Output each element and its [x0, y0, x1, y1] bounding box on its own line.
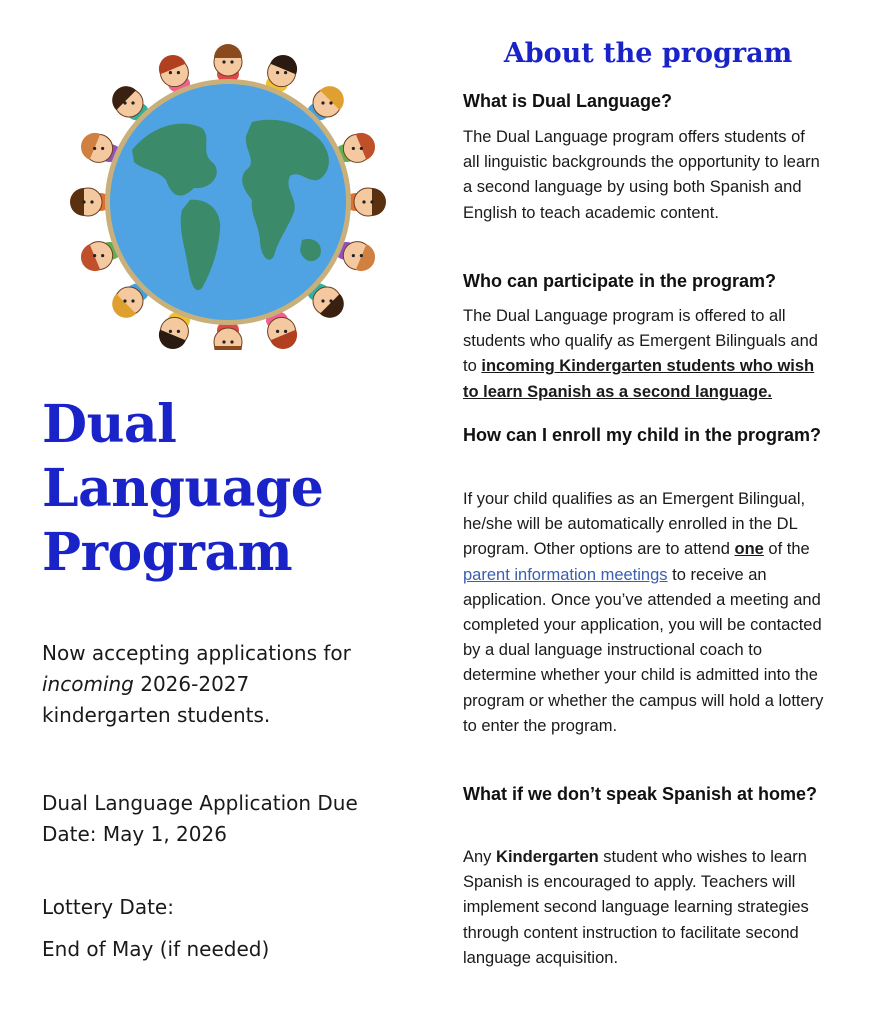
- answer-how-enroll: [463, 487, 825, 739]
- right-panel: [463, 0, 833, 1024]
- child-figure-icon: [266, 51, 301, 93]
- accepting-line-3: kindergarten students.: [42, 703, 271, 727]
- answer-who-text: The Dual Language program is offered to all students who qualify as Emergent Bilinguals and to: [463, 307, 818, 376]
- answer-spanish-kindergarten: Kindergarten: [496, 848, 599, 866]
- answer-who-can-participate: [463, 304, 825, 405]
- child-figure-icon: [214, 44, 242, 83]
- about-heading: About the program: [503, 38, 793, 69]
- question-dont-speak-spanish: What if we don’t speak Spanish at home?: [463, 784, 818, 804]
- child-figure-icon: [70, 188, 111, 216]
- due-date-text: [42, 788, 422, 850]
- globe-icon: [62, 30, 392, 350]
- child-figure-icon: [345, 188, 386, 216]
- lottery-date-label: Lottery Date:: [42, 895, 174, 919]
- lottery-date-value: End of May (if needed): [42, 937, 270, 961]
- answer-how-one: one: [734, 540, 764, 559]
- child-figure-icon: [214, 321, 242, 350]
- child-figure-icon: [155, 51, 190, 93]
- answer-dont-speak-spanish: [463, 845, 825, 971]
- accepting-years: 2026-2027: [133, 672, 250, 696]
- answer-how-text-3: to receive an application. Once you’ve attended a meeting and completed your application, you will be contacted by a dual language instructional coach to determine whether your child is admitted into the program or whether the campus will hold a lottery to enter the program.: [463, 565, 824, 735]
- accepting-incoming: incoming: [42, 672, 134, 696]
- question-who-can-participate: Who can participate in the program?: [463, 271, 777, 291]
- accepting-applications-text: [42, 638, 422, 731]
- title-line: Language: [42, 458, 324, 519]
- answer-how-text-2: of the: [763, 540, 810, 559]
- answer-who-emphasis: incoming Kindergarten students who wish to learn Spanish as a second language.: [463, 357, 815, 401]
- answer-what-is: The Dual Language program offers students of all linguistic backgrounds the opportunity to learn a second language by using both Spanish and English to teach academic content.: [463, 128, 820, 222]
- question-what-is: What is Dual Language?: [463, 91, 673, 111]
- answer-spanish-text-1: Any: [463, 848, 497, 866]
- accepting-line-1: Now accepting applications for: [42, 641, 351, 665]
- due-line-2: Date: May 1, 2026: [42, 822, 227, 846]
- globe-children-illustration: [62, 30, 392, 350]
- due-line-1: Dual Language Application Due: [42, 791, 358, 815]
- title-line: Program: [42, 522, 293, 583]
- answer-spanish-text-2: student who wishes to learn Spanish is encouraged to apply. Teachers will implement second language learning strategies through content instruction to facilitate second language acquisition.: [463, 848, 809, 967]
- title-line: Dual: [42, 394, 177, 455]
- parent-information-meetings-link[interactable]: parent information meetings: [463, 565, 668, 584]
- answer-how-text-1: If your child qualifies as an Emergent Bilingual, he/she will be automatically enrolled in the DL program. Other options are to attend: [463, 490, 806, 559]
- program-title: [42, 393, 323, 585]
- question-how-enroll: How can I enroll my child in the program?: [463, 425, 822, 445]
